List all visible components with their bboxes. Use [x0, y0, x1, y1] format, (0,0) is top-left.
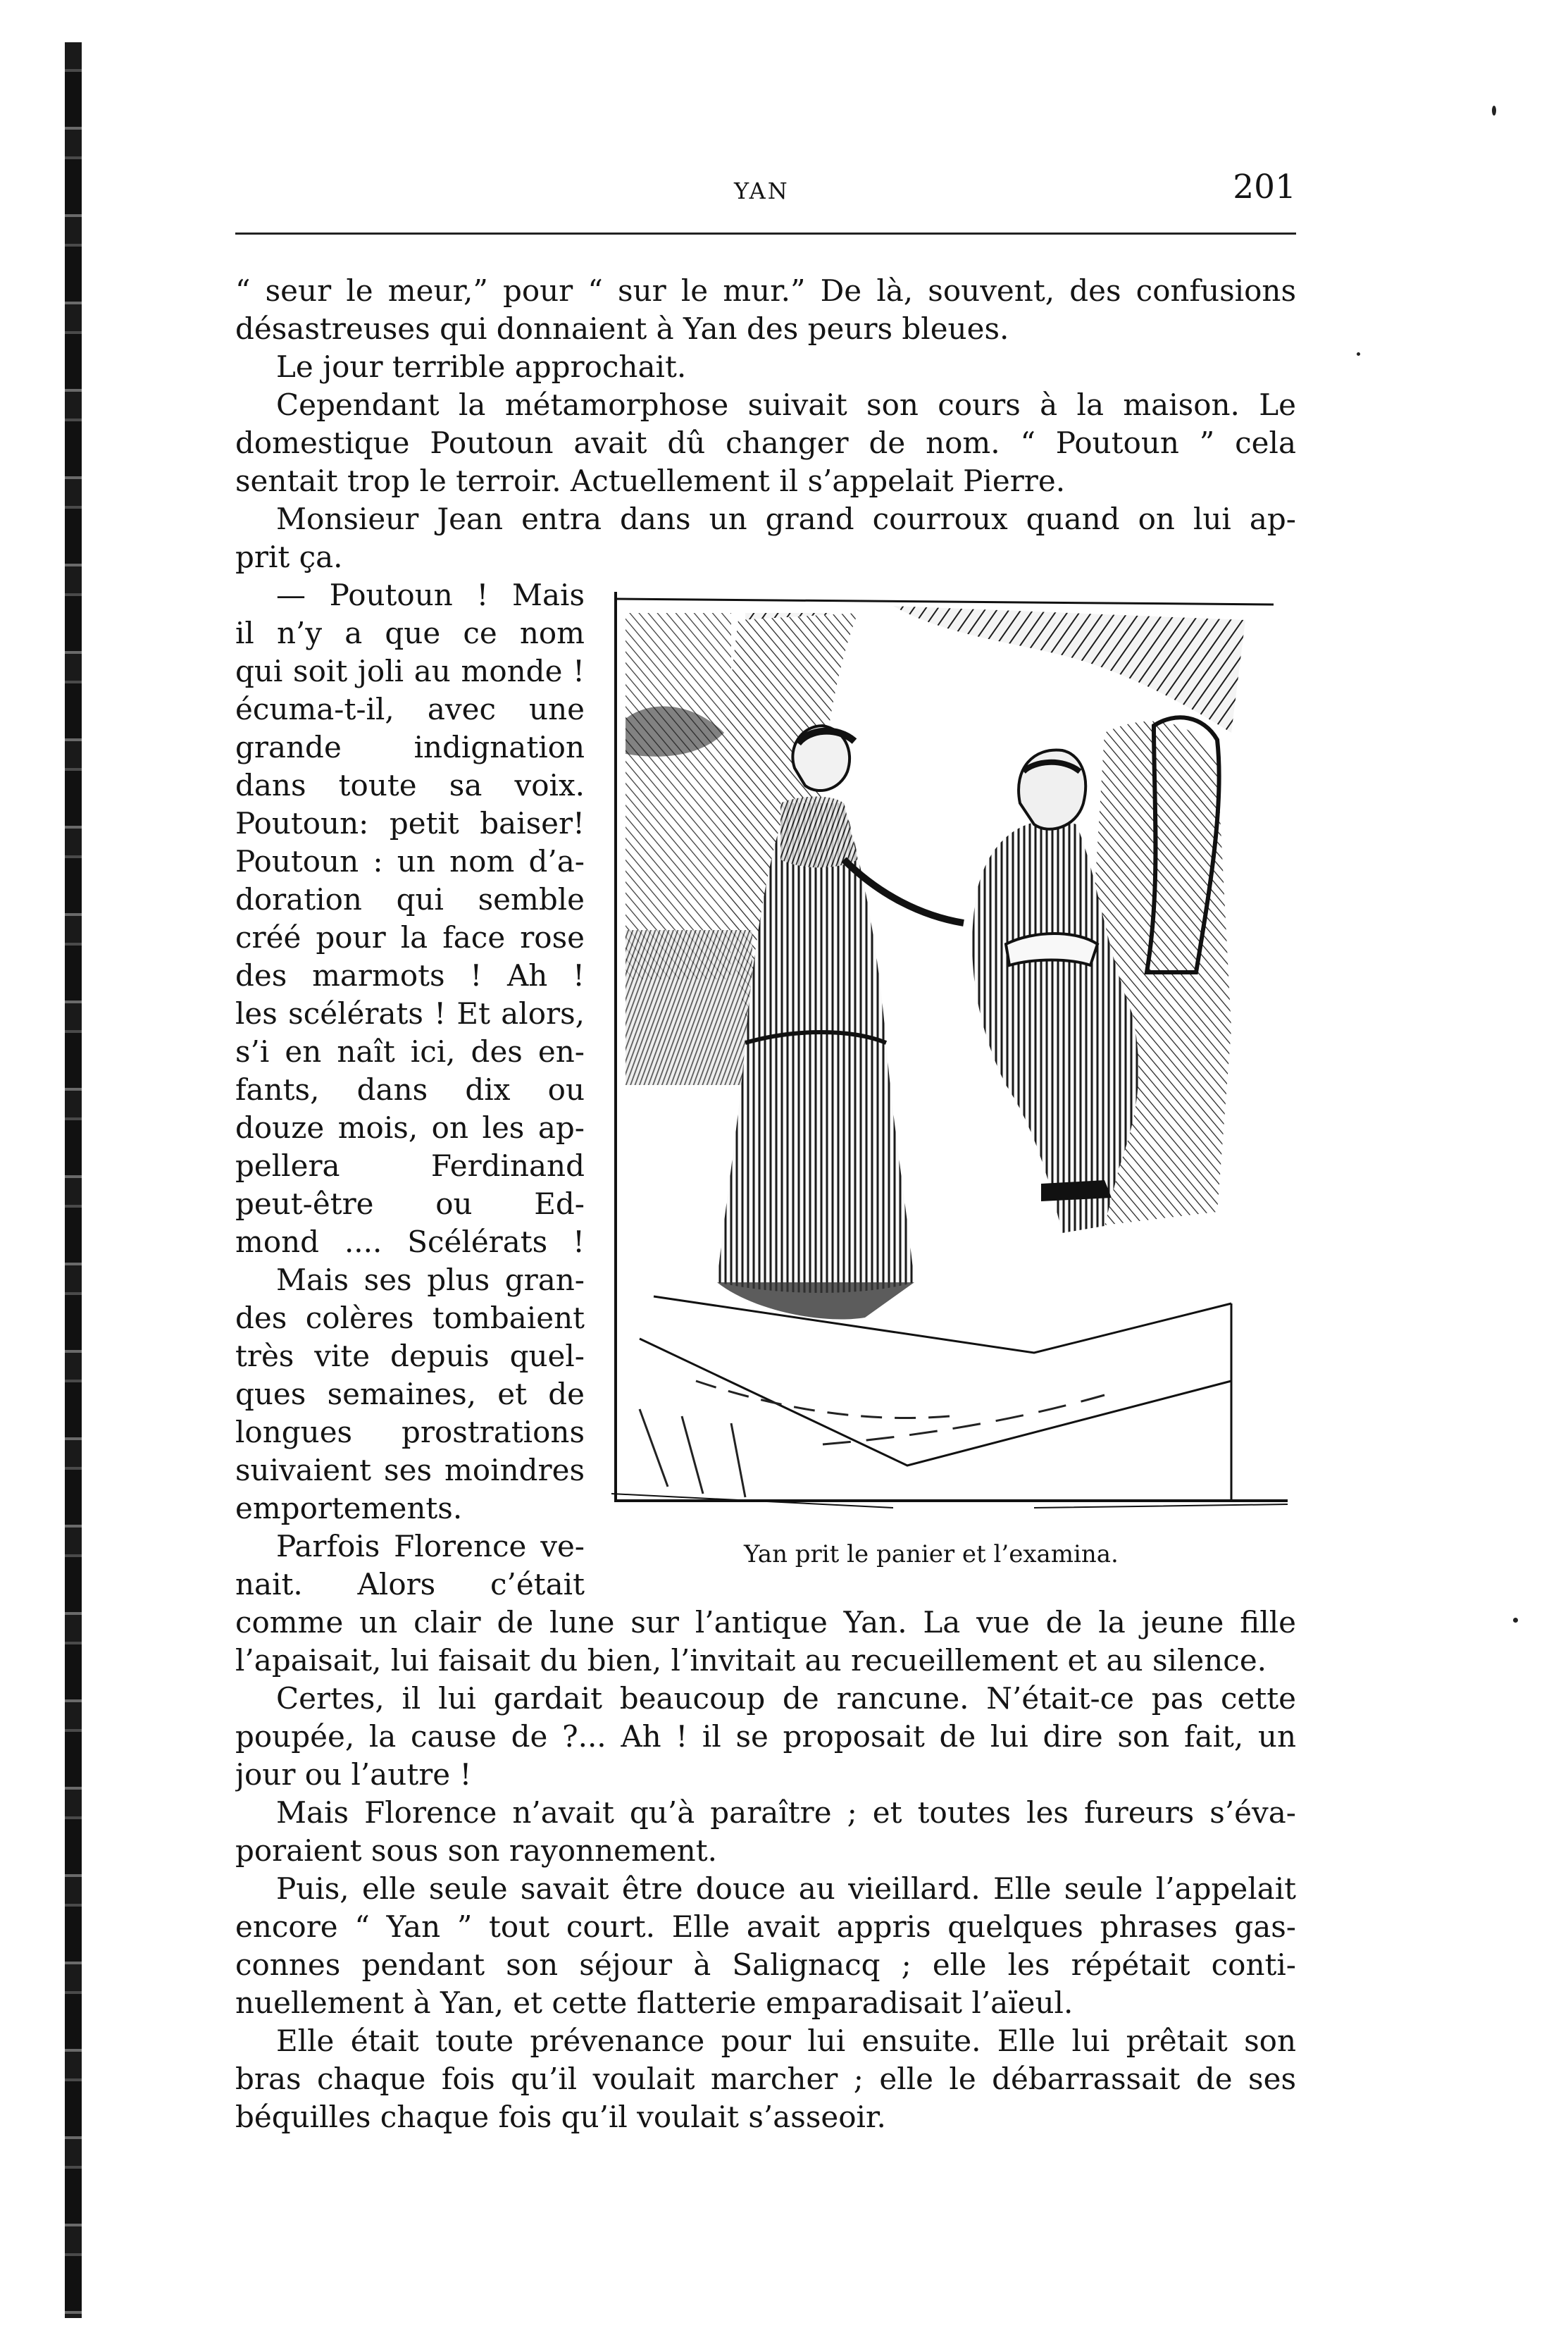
text-line: béquilles chaque fois qu’il voulait s’asseoir.	[235, 2100, 886, 2134]
text-line: pellera Ferdinand	[235, 1148, 585, 1183]
text-line: encore “ Yan ” tout court. Elle avait appris quelques phrases gas-	[235, 1909, 1296, 1944]
text-line: longues prostrations	[235, 1415, 585, 1449]
text-line: des marmots ! Ah !	[235, 958, 585, 993]
text-line: bras chaque fois qu’il voulait marcher ; elle le débarrassait de ses	[235, 2062, 1296, 2096]
text-line: douze mois, on les ap-	[235, 1110, 585, 1145]
text-line: nuellement à Yan, et cette flatterie emparadisait l’aïeul.	[235, 1985, 1074, 2020]
text-line: suivaient ses moindres	[235, 1453, 585, 1487]
text-line: nait. Alors c’était	[235, 1567, 585, 1601]
text-line: domestique Poutoun avait dû changer de nom. “ Poutoun ” cela	[235, 426, 1296, 460]
paragraph-confusions	[235, 272, 1296, 348]
paragraph-coleres	[235, 1261, 585, 1528]
paragraph-metamorphose	[235, 386, 1296, 500]
paragraph-prevenance	[235, 2022, 1296, 2136]
paragraph-rancune	[235, 1680, 1296, 1794]
text-line: prit ça.	[235, 540, 343, 574]
illustration	[611, 592, 1292, 1512]
text-line: ques semaines, et de	[235, 1377, 585, 1411]
paragraph-jour-terrible	[235, 348, 1296, 386]
text-line: emportements.	[235, 1491, 463, 1525]
text-line: grande indignation	[235, 730, 585, 764]
text-line: l’apaisait, lui faisait du bien, l’invitait au recueillement et au silence.	[235, 1643, 1267, 1678]
text-line: qui soit joli au monde !	[235, 654, 585, 688]
text-line: mond .... Scélérats !	[235, 1225, 585, 1259]
paragraph-douce-au-vieillard	[235, 1870, 1296, 2022]
text-line: les scélérats ! Et alors,	[235, 996, 585, 1031]
text-line: il n’y a que ce nom	[235, 616, 585, 650]
text-line: Elle était toute prévenance pour lui ensuite. Elle lui prêtait son	[276, 2024, 1296, 2058]
text-line: désastreuses qui donnaient à Yan des peurs bleues.	[235, 311, 1009, 346]
paragraph-florence-paraitre	[235, 1794, 1296, 1870]
text-line: créé pour la face rose	[235, 920, 585, 955]
page-header	[235, 168, 1296, 210]
illustration-caption: Yan prit le panier et l’examina.	[744, 1540, 1119, 1568]
text-line: “ seur le meur,” pour “ sur le mur.” De là, souvent, des confusions	[235, 273, 1296, 308]
text-line: poupée, la cause de ?... Ah ! il se proposait de lui dire son fait, un	[235, 1719, 1296, 1754]
text-line: Mais ses plus gran-	[276, 1263, 585, 1297]
text-line: — Poutoun ! Mais	[276, 578, 585, 612]
scan-speck	[1492, 106, 1496, 116]
text-line: Certes, il lui gardait beaucoup de rancune. N’était-ce pas cette	[276, 1681, 1296, 1716]
text-line: des colères tombaient	[235, 1301, 585, 1335]
text-line: Parfois Florence ve-	[276, 1529, 585, 1563]
text-line: jour ou l’autre !	[235, 1757, 472, 1792]
book-binding-edge	[65, 42, 82, 2318]
text-line: Puis, elle seule savait être douce au vieillard. Elle seule l’appelait	[276, 1871, 1296, 1906]
paragraph-florence-venait	[235, 1528, 585, 1604]
text-line: peut-être ou Ed-	[235, 1187, 585, 1221]
text-line: Cependant la métamorphose suivait son cours à la maison. Le	[276, 388, 1296, 422]
paragraph-clair-de-lune	[235, 1604, 1296, 1680]
text-line: très vite depuis quel-	[235, 1339, 585, 1373]
text-line: connes pendant son séjour à Salignacq ; elle les répétait conti-	[235, 1947, 1296, 1982]
text-line: écuma-t-il, avec une	[235, 692, 585, 726]
scan-speck	[1513, 1618, 1518, 1623]
page-number: 201	[1233, 168, 1296, 206]
text-line: doration qui semble	[235, 882, 585, 917]
running-title: YAN	[734, 178, 790, 204]
text-line: s’i en naît ici, des en-	[235, 1034, 585, 1069]
text-line: comme un clair de lune sur l’antique Yan. La vue de la jeune fille	[235, 1605, 1296, 1640]
text-line: Poutoun: petit baiser!	[235, 806, 585, 841]
text-line: Poutoun : un nom d’a-	[235, 844, 585, 879]
paragraph-monsieur-jean	[235, 500, 1296, 576]
text-line: poraient sous son rayonnement.	[235, 1833, 717, 1868]
text-line: Monsieur Jean entra dans un grand courroux quand on lui ap-	[276, 502, 1296, 536]
text-line: fants, dans dix ou	[235, 1072, 585, 1107]
text-line: dans toute sa voix.	[235, 768, 585, 803]
text-line: Le jour terrible approchait.	[276, 349, 687, 384]
text-line: Mais Florence n’avait qu’à paraître ; et toutes les fureurs s’éva-	[276, 1795, 1296, 1830]
scan-speck	[1357, 352, 1360, 356]
header-rule	[235, 233, 1296, 235]
text-line: sentait trop le terroir. Actuellement il s’appelait Pierre.	[235, 464, 1066, 498]
paragraph-poutoun-speech	[235, 576, 585, 1261]
